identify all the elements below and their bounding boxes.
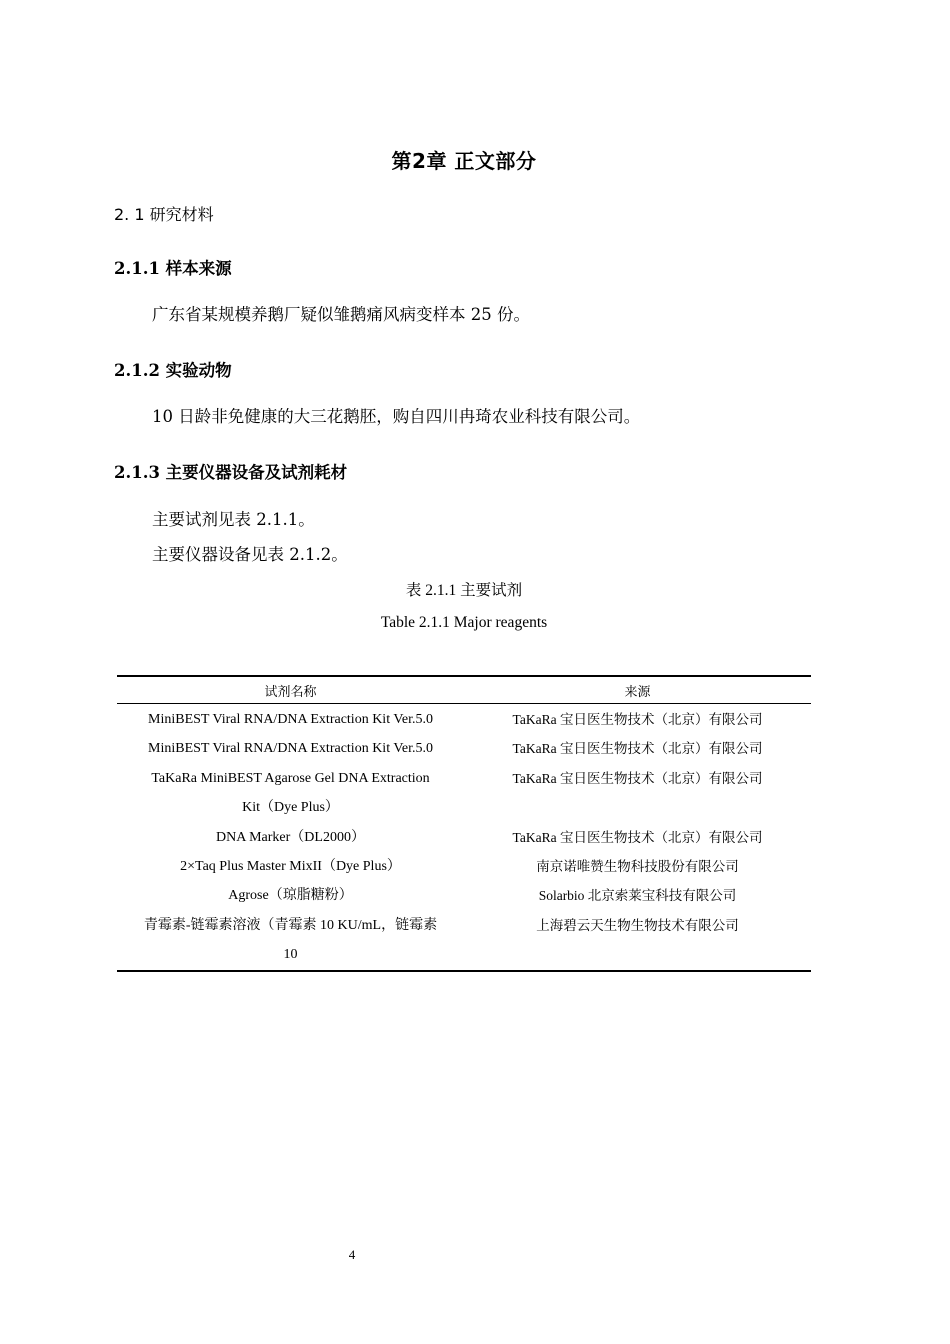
- reagent-name-cell: DNA Marker（DL2000）: [216, 829, 365, 845]
- reagent-name-cell: 10: [117, 940, 464, 970]
- reagent-source-cell: TaKaRa 宝日医生物技术（北京）有限公司: [512, 829, 763, 845]
- table-row: [117, 852, 811, 881]
- reagent-name-cell: 青霉素-链霉素溶液（青霉素 10 KU/mL，链霉素: [143, 917, 438, 933]
- reagent-name-cell: MiniBEST Viral RNA/DNA Extraction Kit Ver.5.0: [148, 741, 433, 757]
- reagent-name-cell: Agrose（琼脂糖粉）: [228, 888, 353, 904]
- table-caption-en: Table 2.1.1 Major reagents: [380, 614, 548, 631]
- table-caption-cn: 表 2.1.1 主要试剂: [405, 582, 523, 599]
- paragraph-sample-source: 广东省某规模养鹅厂疑似雏鹅痛风病变样本 25 份。: [152, 305, 530, 324]
- table-row: [117, 704, 811, 735]
- header-reagent-name: 试剂名称: [117, 676, 464, 704]
- header-source: 来源: [464, 676, 811, 704]
- table-row: [117, 793, 811, 822]
- table-row: [117, 911, 811, 940]
- subsection-heading-sample-source: 2.1.1 样本来源: [114, 259, 232, 278]
- reagent-source-cell: Solarbio 北京索莱宝科技有限公司: [538, 888, 737, 904]
- subsection-heading-experimental-animals: 2.1.2 实验动物: [114, 361, 232, 380]
- reagent-source-cell: 上海碧云天生物生物技术有限公司: [536, 917, 739, 933]
- table-row: [117, 764, 811, 793]
- subsection-heading-instruments-reagents: 2.1.3 主要仪器设备及试剂耗材: [114, 463, 348, 482]
- reagent-name-cell: 2×Taq Plus Master MixII（Dye Plus）: [180, 859, 401, 875]
- paragraph-instruments-reference: 主要仪器设备见表 2.1.2。: [152, 545, 348, 564]
- section-heading: 2. 1 研究材料: [114, 205, 214, 224]
- page-number: 4: [348, 1247, 356, 1262]
- reagent-source-cell: TaKaRa 宝日医生物技术（北京）有限公司: [512, 741, 763, 757]
- table-row: [117, 881, 811, 910]
- reagent-name-cell: Kit（Dye Plus）: [242, 800, 339, 816]
- table-header-row: [117, 676, 811, 704]
- reagent-source-cell: TaKaRa 宝日医生物技术（北京）有限公司: [512, 770, 763, 786]
- reagent-name-cell: TaKaRa MiniBEST Agarose Gel DNA Extraction: [151, 770, 430, 786]
- reagent-name-cell: MiniBEST Viral RNA/DNA Extraction Kit Ver.5.0: [148, 712, 433, 727]
- reagent-source-cell: 南京诺唯赞生物科技股份有限公司: [536, 859, 739, 875]
- table-row: [117, 940, 811, 970]
- reagent-source-cell: [464, 793, 811, 822]
- table-row: [117, 823, 811, 852]
- reagents-table: [117, 675, 811, 972]
- paragraph-experimental-animals: 10 日龄非免健康的大三花鹅胚，购自四川冉琦农业科技有限公司。: [152, 407, 641, 426]
- reagent-source-cell: TaKaRa 宝日医生物技术（北京）有限公司: [512, 712, 763, 727]
- table-row: [117, 734, 811, 763]
- chapter-title: 第2章 正文部分: [391, 149, 537, 173]
- reagent-source-cell: [464, 940, 811, 970]
- paragraph-reagents-reference: 主要试剂见表 2.1.1。: [152, 510, 315, 529]
